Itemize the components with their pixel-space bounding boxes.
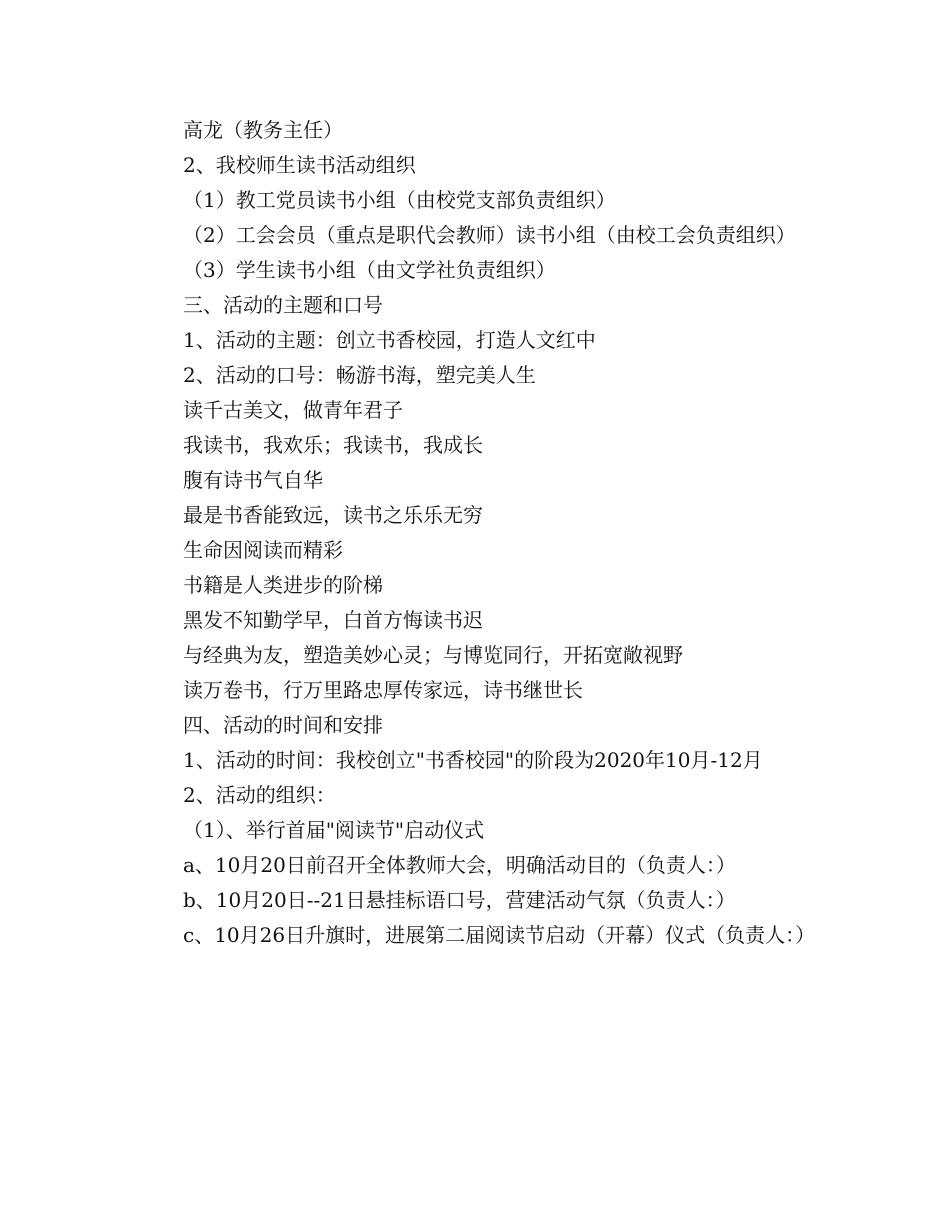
paragraph: 高龙（教务主任） xyxy=(183,118,343,142)
list-item: b、10月20日--21日悬挂标语口号，营建活动气氛（负责人：） xyxy=(183,888,736,912)
paragraph: 2、活动的口号：畅游书海，塑完美人生 xyxy=(183,363,536,387)
slogan-line: 读千古美文，做青年君子 xyxy=(183,398,403,422)
paragraph: （2）工会会员（重点是职代会教师）读书小组（由校工会负责组织） xyxy=(183,223,796,247)
paragraph: 1、活动的主题：创立书香校园，打造人文红中 xyxy=(183,328,596,352)
paragraph: （1）、举行首届"阅读节"启动仪式 xyxy=(183,818,485,842)
paragraph: 2、活动的组织： xyxy=(183,783,336,807)
slogan-line: 我读书，我欢乐；我读书，我成长 xyxy=(183,433,483,457)
list-item: a、10月20日前召开全体教师大会，明确活动目的（负责人：） xyxy=(183,853,736,877)
document-body xyxy=(142,113,814,953)
section-heading: 四、活动的时间和安排 xyxy=(183,713,383,737)
section-heading: 三、活动的主题和口号 xyxy=(183,293,383,317)
slogan-line: 腹有诗书气自华 xyxy=(183,468,323,492)
paragraph: 1、活动的时间：我校创立"书香校园"的阶段为2020年10月-12月 xyxy=(183,748,763,772)
paragraph: 2、我校师生读书活动组织 xyxy=(183,153,416,177)
slogan-line: 与经典为友，塑造美妙心灵；与博览同行，开拓宽敞视野 xyxy=(183,643,683,667)
slogan-line: 生命因阅读而精彩 xyxy=(183,538,343,562)
paragraph: （1）教工党员读书小组（由校党支部负责组织） xyxy=(183,188,616,212)
slogan-line: 最是书香能致远，读书之乐乐无穷 xyxy=(183,503,483,527)
slogan-line: 读万卷书，行万里路忠厚传家远，诗书继世长 xyxy=(183,678,583,702)
slogan-line: 书籍是人类进步的阶梯 xyxy=(183,573,383,597)
list-item: c、10月26日升旗时，进展第二届阅读节启动（开幕）仪式（负责人：） xyxy=(183,923,816,947)
slogan-line: 黑发不知勤学早，白首方悔读书迟 xyxy=(183,608,483,632)
paragraph: （3）学生读书小组（由文学社负责组织） xyxy=(183,258,556,282)
